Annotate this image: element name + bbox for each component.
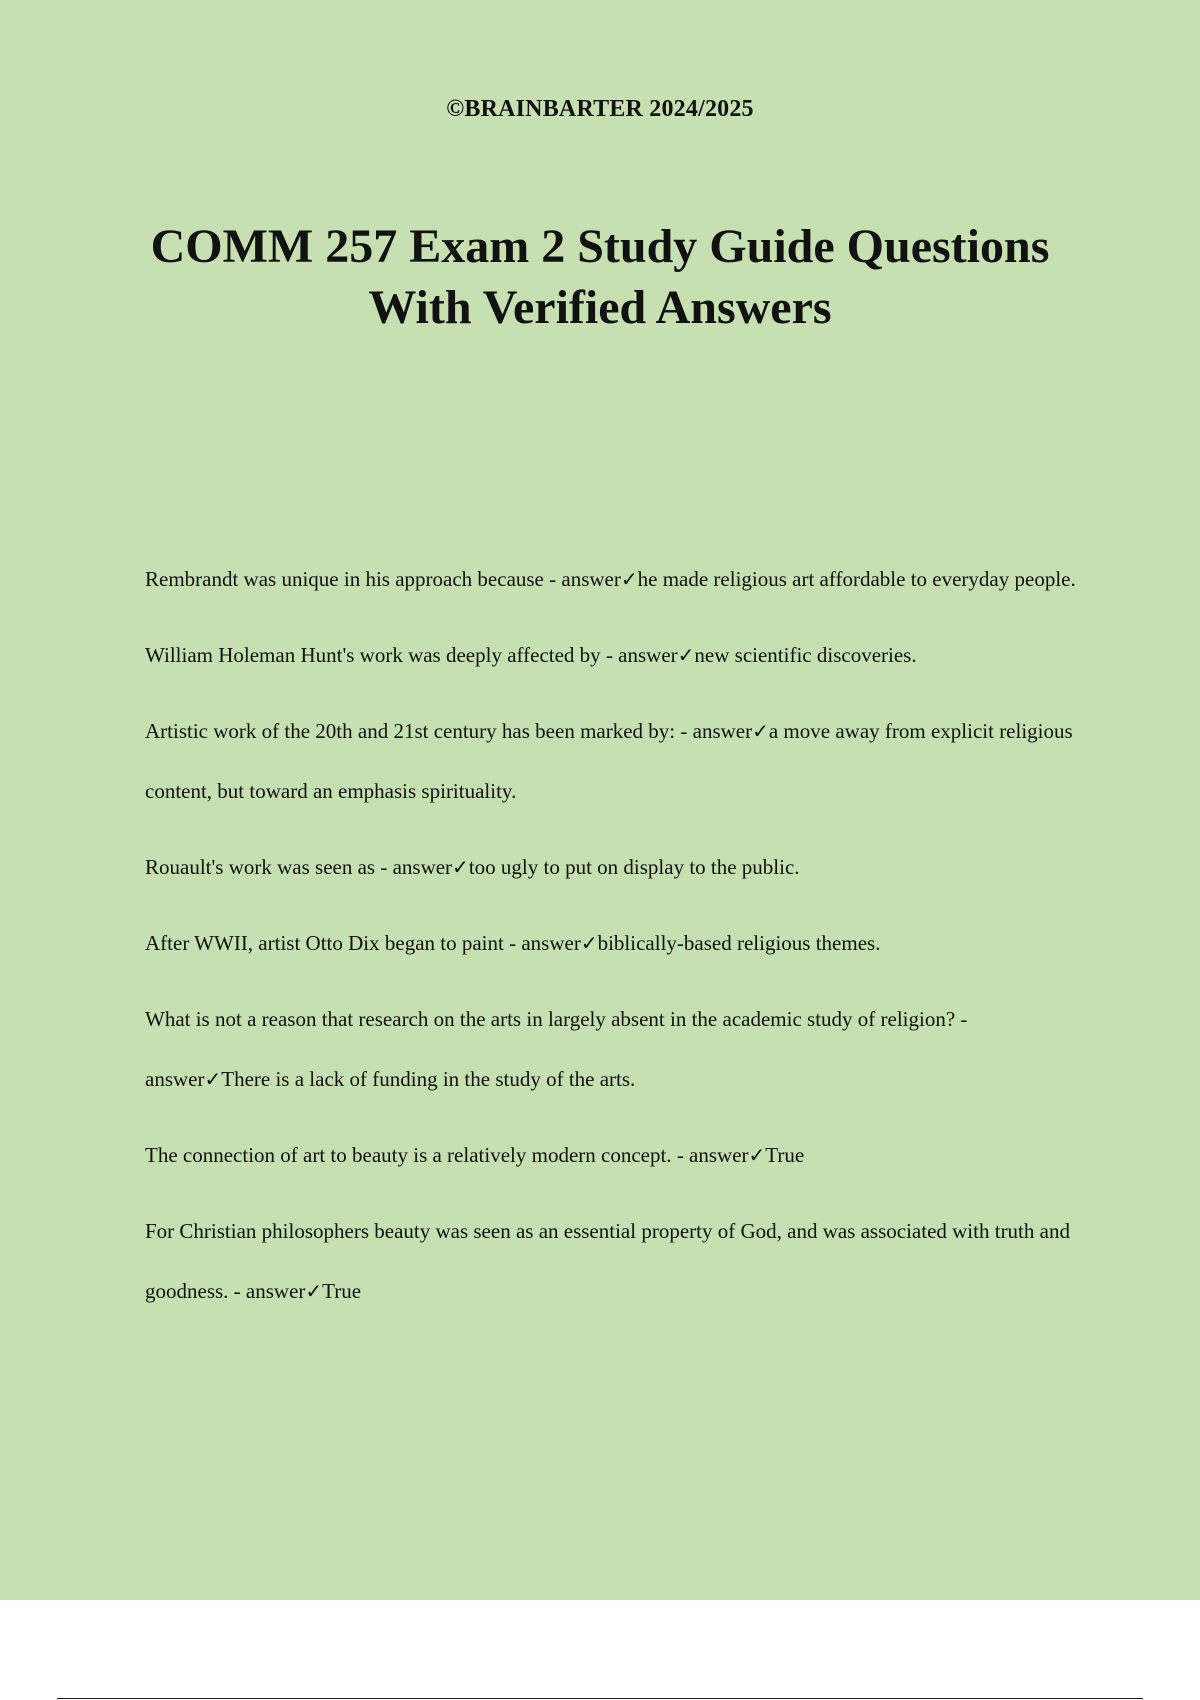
answer-label: - answer xyxy=(145,1007,968,1091)
answer-text: True xyxy=(765,1143,805,1167)
question-text: Artistic work of the 20th and 21st century has been marked by: xyxy=(145,719,676,743)
answer-label: - answer xyxy=(375,855,453,879)
qa-item xyxy=(145,1125,1080,1185)
check-icon: ✓ xyxy=(748,1143,766,1167)
footer-divider xyxy=(57,1698,1143,1699)
answer-label: - answer xyxy=(543,567,621,591)
qa-item xyxy=(145,1201,1080,1321)
qa-item xyxy=(145,913,1080,973)
check-icon: ✓ xyxy=(620,567,638,591)
document-title: COMM 257 Exam 2 Study Guide Questions With Verified Answers xyxy=(150,220,1050,334)
check-icon: ✓ xyxy=(305,1279,323,1303)
answer-text: too ugly to put on display to the public. xyxy=(468,855,800,879)
qa-item xyxy=(145,625,1080,685)
question-text: After WWII, artist Otto Dix began to paint xyxy=(145,931,504,955)
qa-item xyxy=(145,989,1080,1109)
answer-label: - answer xyxy=(675,719,753,743)
qa-item xyxy=(145,837,1080,897)
qa-item xyxy=(145,701,1080,821)
answer-label: - answer xyxy=(228,1279,306,1303)
check-icon: ✓ xyxy=(752,719,769,743)
qa-item xyxy=(145,549,1080,609)
check-icon: ✓ xyxy=(204,1067,222,1091)
check-icon: ✓ xyxy=(452,855,469,879)
question-text: Rembrandt was unique in his approach because xyxy=(145,567,544,591)
question-text: William Holeman Hunt's work was deeply affected by xyxy=(145,643,601,667)
answer-text: True xyxy=(322,1279,362,1303)
question-text: Rouault's work was seen as xyxy=(145,855,376,879)
answer-label: - answer xyxy=(671,1143,749,1167)
question-text: For Christian philosophers beauty was seen as an essential property of God, and was associated with truth and goodness. xyxy=(145,1219,1070,1303)
answer-text: he made religious art affordable to everyday people. xyxy=(637,567,1076,591)
answer-text: There is a lack of funding in the study of the arts. xyxy=(221,1067,636,1091)
question-text: What is not a reason that research on the arts in largely absent in the academic study of religion? xyxy=(145,1007,956,1031)
check-icon: ✓ xyxy=(580,931,598,955)
answer-label: - answer xyxy=(600,643,678,667)
answer-text: new scientific discoveries. xyxy=(694,643,917,667)
qa-list xyxy=(145,549,1080,1337)
question-text: The connection of art to beauty is a relatively modern concept. xyxy=(145,1143,672,1167)
check-icon: ✓ xyxy=(677,643,695,667)
answer-label: - answer xyxy=(503,931,581,955)
answer-text: a move away from explicit religious content, but toward an emphasis spirituality. xyxy=(145,719,1073,803)
copyright-header: ©BRAINBARTER 2024/2025 xyxy=(446,96,754,122)
answer-text: biblically-based religious themes. xyxy=(597,931,881,955)
